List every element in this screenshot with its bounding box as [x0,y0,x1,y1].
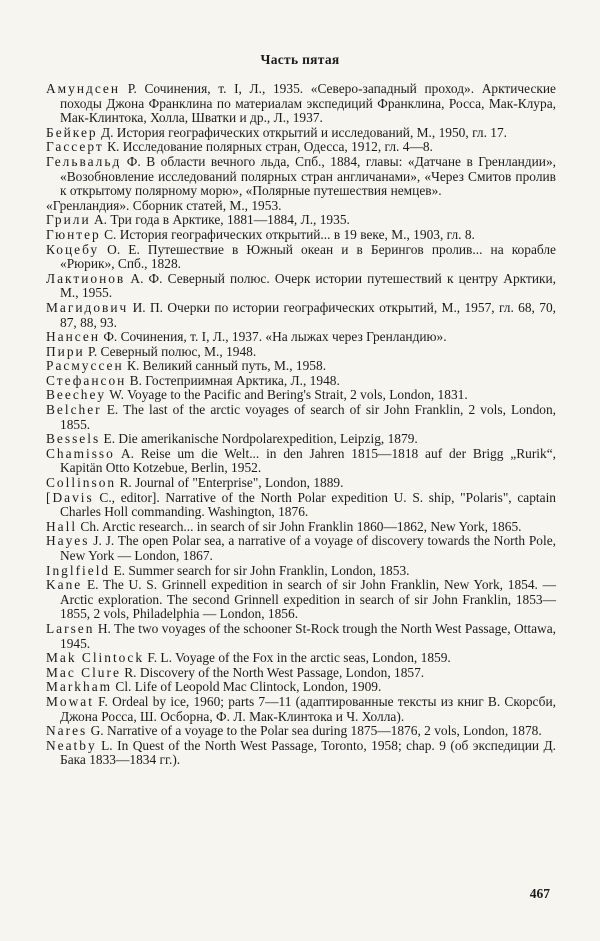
entry-text: «Гренландия». Сборник статей, М., 1953. [46,197,282,213]
bibliography-entry [46,520,556,535]
bibliography-entry [46,476,556,491]
entry-text: L. In Quest of the North West Passage, Toronto, 1958; chap. 9 (об экспедиции Д. Бака 1833—1834 гг.). [60,737,556,768]
bibliography-entry [46,126,556,141]
entry-text: E. The U. S. Grinnell expedition in search of sir John Franklin, New York, 1854. — Arctic exploration. The second Grinnell expedition in search of sir John Franklin, 1853—1855, 2 vols, Philadelphia — London, 1856. [60,577,556,622]
entry-author: Бейкер [46,124,98,140]
bibliography-entry [46,374,556,389]
entry-author: Larsen [46,620,95,636]
entry-text: Р. Северный полюс, М., 1948. [84,343,257,359]
entry-author: Нансен [46,329,100,345]
entry-text: F. Ordeal by ice, 1960; parts 7—11 (адаптированные тексты из книг В. Скорсби, Джона Росса, Ш. Осборна, Ф. Л. Мак-Клинтока и Ч. Холла). [60,693,556,724]
entry-text: С. История географических открытий... в 19 веке, М., 1903, гл. 8. [100,226,475,242]
bibliography-entry [46,243,556,272]
bibliography-entry [46,155,556,199]
bibliography-entry [46,140,556,155]
entry-text: Р. Сочинения, т. I, Л., 1935. «Северо-западный проход». Арктические походы Джона Франклина по материалам экспедиций Франклина, Росса, Мак-Клура, Мак-Клинтока, Холла, Шватки и др., Л., 1937. [60,81,556,126]
entry-text: E. Die amerikanische Nordpolarexpedition, Leipzig, 1879. [100,431,418,447]
entry-text: В. Гостеприимная Арктика, Л., 1948. [126,372,340,388]
entry-author: Chamisso [46,445,115,461]
entry-text: Ф. Сочинения, т. I, Л., 1937. «На лыжах через Гренландию». [100,329,447,345]
entry-text: И. П. Очерки по истории географических открытий, М., 1957, гл. 68, 70, 87, 88, 93. [60,299,556,330]
bibliography-entry [46,403,556,432]
page-number: 467 [529,886,550,901]
entry-author: Kane [46,577,83,593]
entry-author: Markham [46,679,113,695]
bibliography-entry [46,359,556,374]
entry-author: Hayes [46,533,90,549]
entry-text: R. Discovery of the North West Passage, London, 1857. [120,664,425,680]
entry-text: R. Journal of "Enterprise", London, 1889. [116,475,344,491]
bibliography-entry [46,432,556,447]
entry-text: А. Ф. Северный полюс. Очерк истории путешествий к центру Арктики, М., 1955. [60,270,556,301]
bibliography-entry [46,272,556,301]
entry-author: Belcher [46,402,102,418]
bibliography-entry [46,82,556,126]
entry-author: Beechey [46,387,107,403]
bibliography-entry [46,739,556,768]
entry-author: Стефансон [46,372,127,388]
entry-author: Nares [46,723,88,739]
entry-author: Грили [46,212,91,228]
bibliography-entry [46,724,556,739]
bibliography-entry [46,228,556,243]
entry-text: A. Reise um die Welt... in den Jahren 1815—1818 auf der Brigg „Rurik“, Kapitän Otto Kotzebue, Berlin, 1952. [60,445,556,476]
entry-text: W. Voyage to the Pacific and Bering's Strait, 2 vols, London, 1831. [106,387,468,403]
entry-author: Гельвальд [46,153,122,169]
bibliography-entry [46,651,556,666]
bibliography-entry [46,301,556,330]
entry-text: К. Великий санный путь, М., 1958. [123,358,327,374]
entry-text: Cl. Life of Leopold Mac Clintock, London, 1909. [112,679,382,695]
bibliography-entry [46,447,556,476]
entry-author: Mowat [46,693,94,709]
entry-author: Гассерт [46,139,104,155]
entry-text: H. The two voyages of the schooner St-Rock trough the North West Passage, Ottawa, 1945. [60,620,556,651]
entry-author: Расмуссен [46,358,124,374]
bibliography-entry [46,491,556,520]
bibliography-entry [46,534,556,563]
bibliography-entry [46,578,556,622]
entry-text: А. Три года в Арктике, 1881—1884, Л., 1935. [90,212,350,228]
entry-text: Ф. В области вечного льда, Спб., 1884, главы: «Датчане в Гренландии», «Возобновление исследований полярных стран англичанами», «Через Смитов пролив к открытому полярному морю», «Полярные путешествия немцев». [60,153,556,199]
bibliography-entry [46,213,556,228]
bibliography-entry [46,695,556,724]
entry-text: J. J. The open Polar sea, a narrative of a voyage of discovery towards the North Pole, New York — London, 1867. [60,533,556,563]
entry-author: Лактионов [46,270,126,286]
entry-author: Collinson [46,475,117,491]
bibliography-entry [46,199,556,214]
entry-author: [Davis [46,489,94,505]
bibliography-entry [46,622,556,651]
entry-text: E. Summer search for sir John Franklin, London, 1853. [110,562,410,578]
entry-text: О. Е. Путешествие в Южный океан и в Берингов пролив... на корабле «Рюрик», Спб., 1828. [60,241,556,272]
entry-text: F. L. Voyage of the Fox in the arctic seas, London, 1859. [144,650,451,666]
bibliography-entry [46,680,556,695]
entry-author: Магидович [46,299,129,315]
entry-text: G. Narrative of a voyage to the Polar sea during 1875—1876, 2 vols, London, 1878. [87,723,542,739]
bibliography-entry [46,330,556,345]
entry-text: Д. История географических открытий и исследований, М., 1950, гл. 17. [97,124,507,140]
section-heading: Часть пятая [260,52,340,67]
entry-text: Ch. Arctic research... in search of sir John Franklin 1860—1862, New York, 1865. [77,518,522,534]
entry-text: К. Исследование полярных стран, Одесса, 1912, гл. 4—8. [103,139,433,155]
entry-author: Inglfield [46,562,111,578]
entry-author: Пири [46,343,85,359]
entry-author: Коцебу [46,241,100,257]
entry-text: C., editor]. Narrative of the North Polar expedition U. S. ship, "Polaris", captain Charles Holl commanding. Washington, 1876. [60,489,556,520]
bibliography-entry [46,564,556,579]
entry-author: Амундсен [46,81,121,96]
entry-author: Bessels [46,431,101,447]
bibliography-entry [46,666,556,681]
bibliography-entry [46,388,556,403]
entry-author: Neatby [46,737,97,753]
bibliography-entry [46,345,556,360]
entry-author: Mak Clintock [46,650,145,666]
entry-author: Hall [46,518,78,534]
entry-author: Гюнтер [46,226,101,242]
entry-text: E. The last of the arctic voyages of search of sir John Franklin, 2 vols, London, 1855. [60,402,556,432]
entry-author: Mac Clure [46,664,121,680]
bibliography-list [46,82,556,768]
